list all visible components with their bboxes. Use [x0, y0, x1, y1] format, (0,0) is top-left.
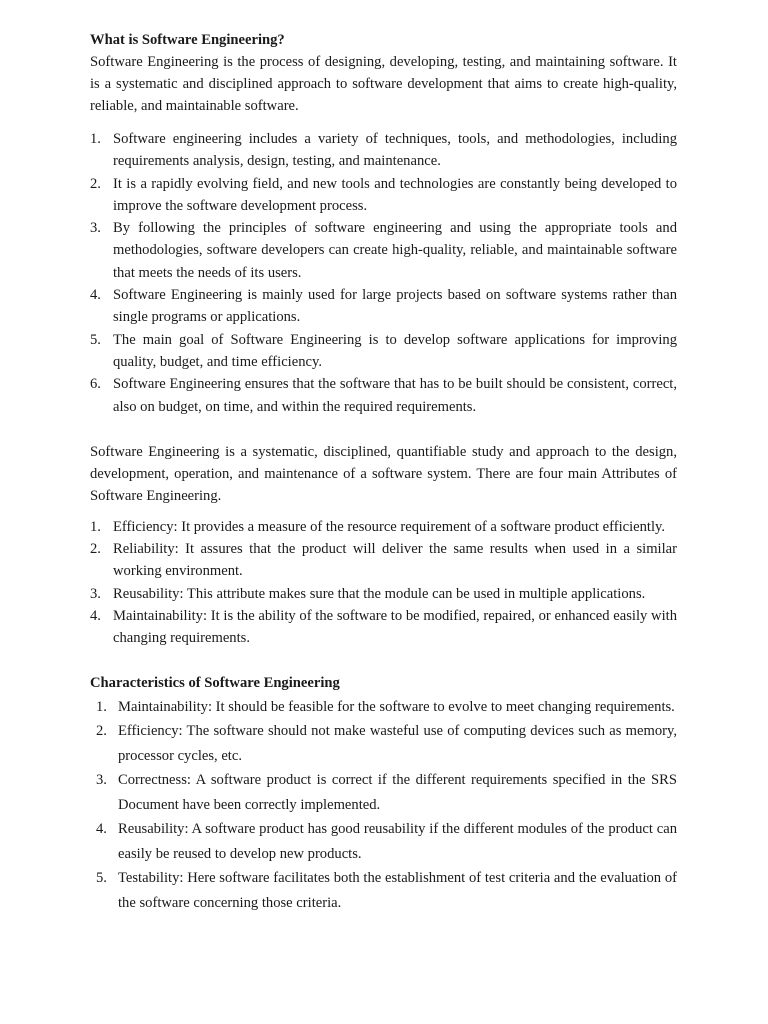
list-number: 2. — [96, 723, 107, 740]
list-number: 3. — [90, 220, 101, 237]
section-heading-what-is-se: What is Software Engineering? — [90, 32, 285, 48]
list-item-text: Reusability: This attribute makes sure that the module can be used in multiple applications. — [113, 585, 646, 602]
characteristics-list — [90, 695, 677, 916]
list-item — [90, 284, 677, 329]
list-number: 3. — [90, 585, 101, 602]
list-item — [90, 817, 677, 866]
list-item — [90, 583, 677, 605]
list-number: 1. — [90, 131, 101, 147]
list-item-text: Reliability: It assures that the product will deliver the same results when used in a similar working environment. — [113, 541, 677, 580]
list-item-text: The main goal of Software Engineering is to develop software applications for improving quality, budget, and time efficiency. — [113, 331, 677, 370]
se-overview-list — [90, 128, 677, 418]
list-item — [90, 128, 677, 173]
list-number: 3. — [96, 772, 107, 789]
list-item-text: Reusability: A software product has good reusability if the different modules of the product can easily be reused to develop new products. — [118, 821, 677, 862]
list-item-text: Software engineering includes a variety of techniques, tools, and methodologies, including requirements analysis, design, testing, and maintenance. — [113, 131, 677, 170]
intro-paragraph: Software Engineering is the process of designing, developing, testing, and maintaining software. It is a systematic and disciplined approach to software development that aims to create high-quality, reliable, and maintainable software. — [90, 54, 677, 114]
list-item-text: Efficiency: It provides a measure of the resource requirement of a software product efficiently. — [113, 518, 666, 535]
list-number: 4. — [90, 608, 101, 625]
list-number: 5. — [90, 331, 101, 348]
list-item — [90, 866, 677, 915]
list-item-text: Maintainability: It should be feasible for the software to evolve to meet changing requirements. — [118, 698, 675, 715]
list-item — [90, 329, 677, 374]
list-number: 5. — [96, 870, 107, 887]
list-number: 6. — [90, 376, 101, 393]
attributes-intro-paragraph: Software Engineering is a systematic, disciplined, quantifiable study and approach to the design, development, operation, and maintenance of a software system. There are four main Attributes of Software Engineering. — [90, 443, 677, 504]
list-item-text: By following the principles of software engineering and using the appropriate tools and methodologies, software developers can create high-quality, reliable, and maintainable software that meets the needs of its users. — [113, 220, 677, 281]
list-item — [90, 173, 677, 218]
list-number: 1. — [96, 698, 107, 715]
section-heading-characteristics: Characteristics of Software Engineering — [90, 674, 340, 691]
list-number: 1. — [90, 518, 101, 535]
list-item — [90, 373, 677, 418]
list-item-text: Efficiency: The software should not make wasteful use of computing devices such as memory, processor cycles, etc. — [118, 723, 677, 764]
list-item — [90, 695, 677, 720]
list-item-text: Software Engineering is mainly used for large projects based on software systems rather than single programs or applications. — [113, 287, 677, 326]
list-item-text: It is a rapidly evolving field, and new tools and technologies are constantly being developed to improve the software development process. — [113, 175, 677, 214]
list-item — [90, 538, 677, 583]
attributes-list — [90, 516, 677, 650]
list-item-text: Maintainability: It is the ability of the software to be modified, repaired, or enhanced easily with changing requirements. — [113, 608, 677, 647]
list-number: 4. — [96, 821, 107, 838]
list-item — [90, 719, 677, 768]
list-item — [90, 217, 677, 284]
list-number: 2. — [90, 541, 101, 558]
list-item-text: Testability: Here software facilitates both the establishment of test criteria and the evaluation of the software concerning those criteria. — [118, 870, 677, 911]
document-body — [90, 29, 677, 915]
list-item-text: Correctness: A software product is correct if the different requirements specified in the SRS Document have been correctly implemented. — [118, 772, 677, 813]
list-item — [90, 768, 677, 817]
list-item — [90, 605, 677, 650]
list-number: 2. — [90, 175, 101, 192]
list-item — [90, 516, 677, 538]
list-item-text: Software Engineering ensures that the software that has to be built should be consistent, correct, also on budget, on time, and within the required requirements. — [113, 376, 677, 415]
list-number: 4. — [90, 287, 101, 304]
